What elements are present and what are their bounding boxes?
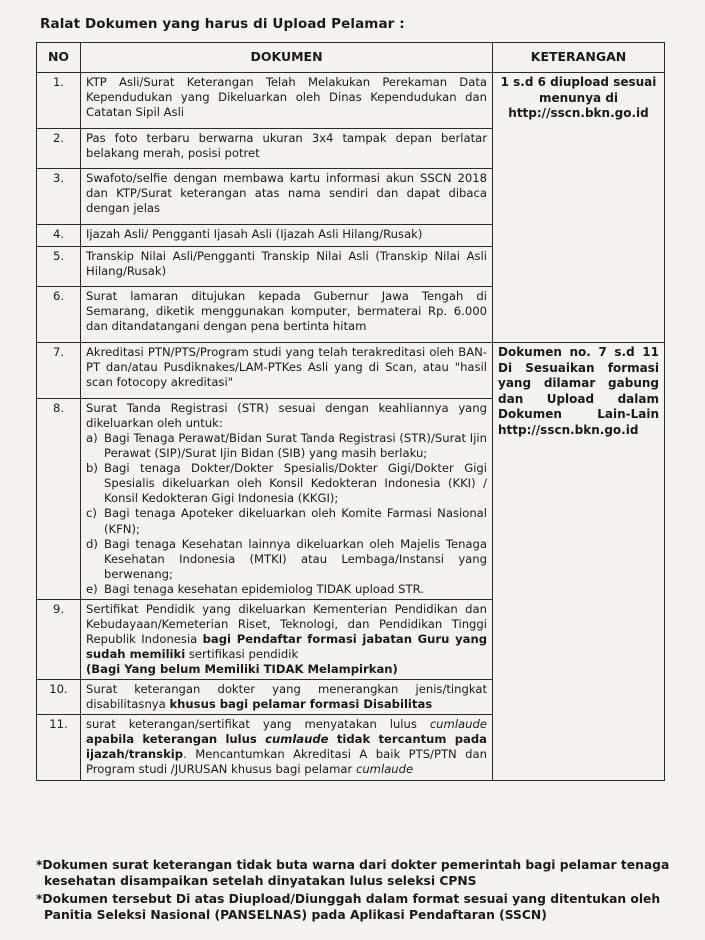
str-item-d: d) Bagi tenaga Kesehatan lainnya dikeluarkan oleh Majelis Tenaga Kesehatan Indonesia (MTKI) atau Lembaga/Instansi yang berwenang;	[86, 536, 487, 581]
table-header-row	[37, 43, 665, 73]
keterangan-1-6: 1 s.d 6 diupload sesuai menunya di http://sscn.bkn.go.id	[493, 73, 665, 343]
row-number: 10.	[37, 680, 81, 715]
row-number: 8.	[37, 399, 81, 600]
str-item-c: c) Bagi tenaga Apoteker dikeluarkan oleh Komite Farmasi Nasional (KFN);	[86, 506, 487, 536]
row-document: Sertifikat Pendidik yang dikeluarkan Kementerian Pendidikan dan Kebudayaan/Kemeterian Riset, Teknologi, dan Pendidikan Tinggi Republik Indonesia bagi Pendaftar formasi jabatan Guru yang sudah memiliki sertifikasi pendidik (Bagi Yang belum Memiliki TIDAK Melampirkan)	[81, 599, 493, 679]
row-document: Ijazah Asli/ Pengganti Ijasah Asli (Ijazah Asli Hilang/Rusak)	[81, 225, 493, 247]
header-keterangan: KETERANGAN	[493, 43, 665, 73]
row-number: 2.	[37, 129, 81, 169]
str-item-a: a) Bagi Tenaga Perawat/Bidan Surat Tanda Registrasi (STR)/Surat Ijin Perawat (SIP)/Surat Ijin Bidan (SIB) yang masih berlaku;	[86, 431, 487, 461]
row-number: 5.	[37, 247, 81, 287]
header-no: NO	[37, 43, 81, 73]
str-item-e: e) Bagi tenaga kesehatan epidemiolog TIDAK upload STR.	[86, 581, 424, 596]
row-number: 1.	[37, 73, 81, 129]
documents-table	[36, 42, 665, 781]
row-document: Swafoto/selfie dengan membawa kartu informasi akun SSCN 2018 dan KTP/Surat keterangan atas nama sendiri dan dapat dibaca dengan jelas	[81, 169, 493, 225]
row-document: Surat keterangan dokter yang menerangkan jenis/tingkat disabilitasnya khusus bagi pelamar formasi Disabilitas	[81, 680, 493, 715]
keterangan-7-11: Dokumen no. 7 s.d 11 Di Sesuaikan formasi yang dilamar gabung dan Upload dalam Dokumen Lain-Lain http://sscn.bkn.go.id	[493, 343, 665, 781]
row-document: Surat lamaran ditujukan kepada Gubernur Jawa Tengah di Semarang, diketik menggunakan komputer, bermaterai Rp. 6.000 dan ditandatangani dengan pena bertinta hitam	[81, 287, 493, 343]
footnote: *Dokumen surat keterangan tidak buta warna dari dokter pemerintah bagi pelamar tenaga kesehatan disampaikan setelah dinyatakan lulus seleksi CPNS	[36, 858, 670, 888]
row-document: KTP Asli/Surat Keterangan Telah Melakukan Perekaman Data Kependudukan yang Dikeluarkan oleh Dinas Kependudukan dan Catatan Sipil Asli	[81, 73, 493, 129]
footnotes	[36, 858, 676, 927]
str-item-b: b) Bagi tenaga Dokter/Dokter Spesialis/Dokter Gigi/Dokter Gigi Spesialis dikeluarkan oleh Konsil Kedokteran Indonesia (KKI) / Konsil Kedokteran Gigi Indonesia (KKGI);	[86, 461, 487, 506]
row-document	[81, 399, 493, 600]
page-title: Ralat Dokumen yang harus di Upload Pelamar :	[40, 16, 405, 32]
row-number: 9.	[37, 599, 81, 679]
row-number: 3.	[37, 169, 81, 225]
row-number: 7.	[37, 343, 81, 399]
row-document: Pas foto terbaru berwarna ukuran 3x4 tampak depan berlatar belakang merah, posisi potret	[81, 129, 493, 169]
row-document: Akreditasi PTN/PTS/Program studi yang telah terakreditasi oleh BAN-PT dan/atau Pusdiknakes/LAM-PTKes Asli yang di Scan, atau "hasil scan fotocopy akreditasi"	[81, 343, 493, 399]
row-number: 11.	[37, 715, 81, 780]
table-row	[37, 73, 665, 129]
row-number: 4.	[37, 225, 81, 247]
str-intro: Surat Tanda Registrasi (STR) sesuai dengan keahliannya yang dikeluarkan oleh untuk:	[86, 401, 487, 431]
header-dokumen: DOKUMEN	[81, 43, 493, 73]
row-number: 6.	[37, 287, 81, 343]
footnote: *Dokumen tersebut Di atas Diupload/Diunggah dalam format sesuai yang ditentukan oleh Panitia Seleksi Nasional (PANSELNAS) pada Aplikasi Pendaftaran (SSCN)	[36, 892, 661, 923]
row-document: Transkip Nilai Asli/Pengganti Transkip Nilai Asli (Transkip Nilai Asli Hilang/Rusak)	[81, 247, 493, 287]
row-document: surat keterangan/sertifikat yang menyatakan lulus cumlaude apabila keterangan lulus cumlaude tidak tercantum pada ijazah/transkip. Mencantumkan Akreditasi A baik PTS/PTN dan Program studi /JURUSAN khusus bagi pelamar cumlaude	[81, 715, 493, 780]
table-row	[37, 343, 665, 399]
